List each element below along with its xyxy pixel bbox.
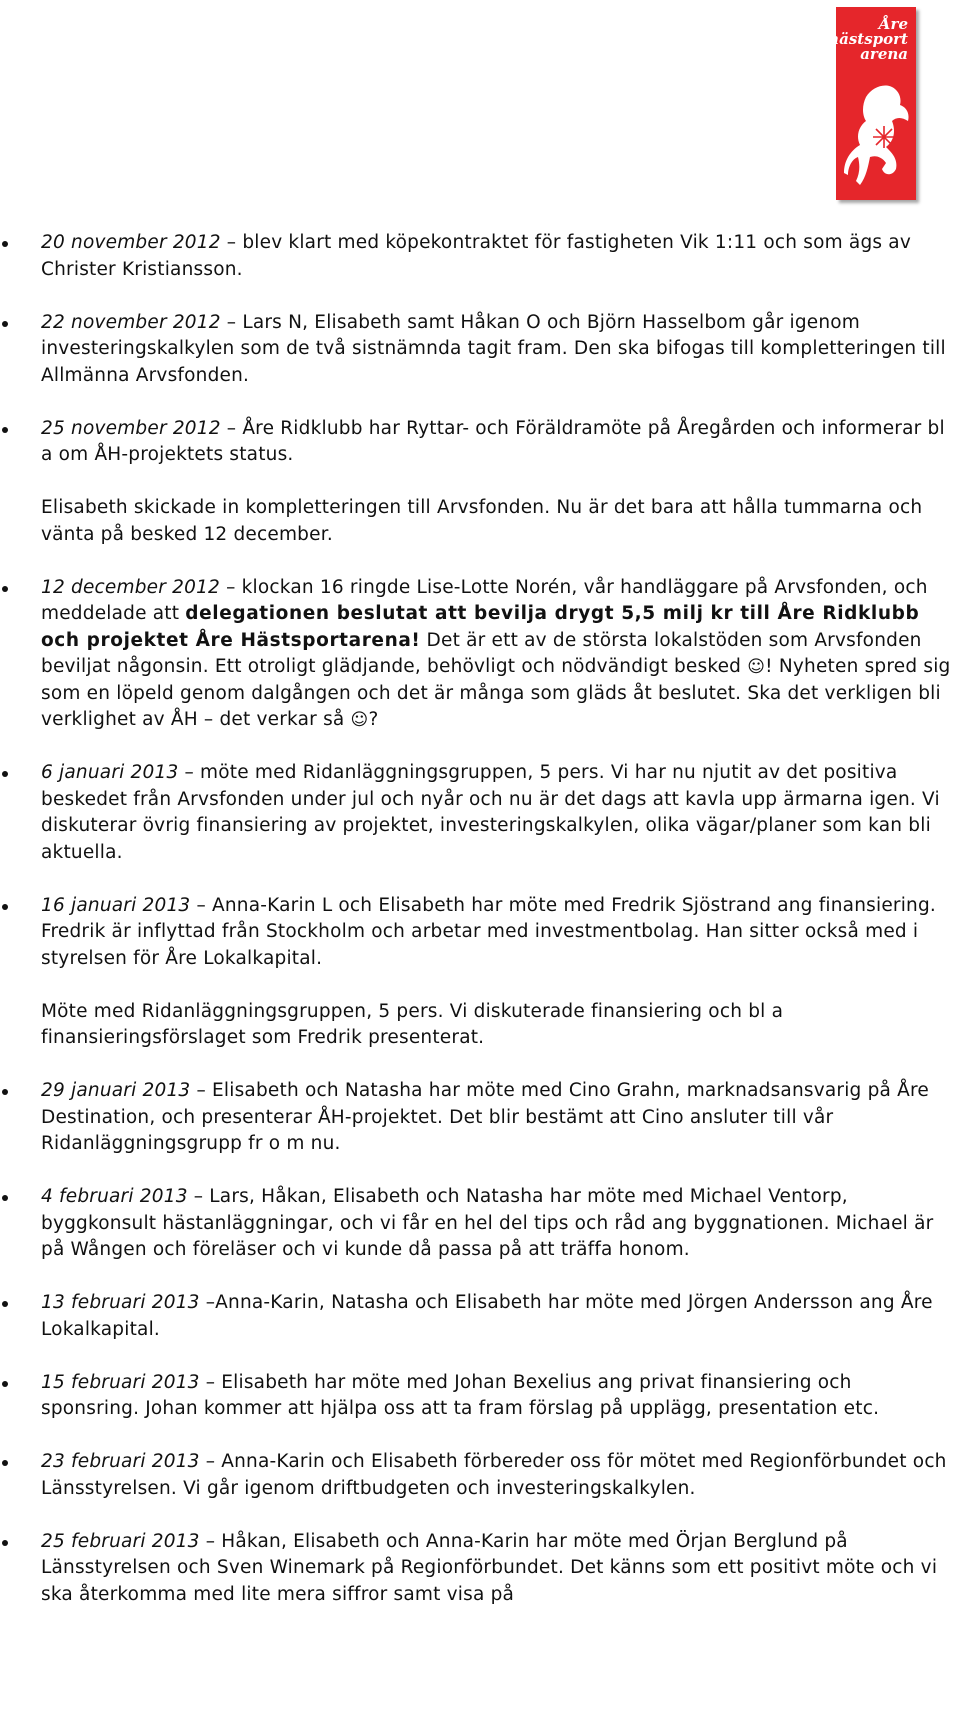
list-item xyxy=(0,310,960,390)
entry-date: 25 november 2012 xyxy=(41,417,221,439)
bullet xyxy=(2,427,8,433)
entry-text: ? xyxy=(368,709,379,730)
entry-text: – Anna-Karin L och Elisabeth har möte med Fredrik Sjöstrand ang finansiering. Fredrik är inflyttad från Stockholm och arbetar med investmentbolag. Han sitter också med i styrelsen för Åre Lokalkapital. xyxy=(41,894,936,969)
entry-text: – Anna-Karin och Elisabeth förbereder oss för mötet med Regionförbundet och Länsstyrelsen. Vi går igenom driftbudgeten och investeringskalkylen. xyxy=(41,1451,947,1499)
list-item xyxy=(0,416,960,469)
list-item xyxy=(0,893,960,973)
entry-text: – Åre Ridklubb har Ryttar- och Föräldramöte på Åregården och informerar bl a om ÅH-projektets status. xyxy=(41,417,945,465)
entry-text: – Elisabeth och Natasha har möte med Cino Grahn, marknadsansvarig på Åre Destination, och presenterar ÅH-projektet. Det blir bestämt att Cino ansluter till vår Ridanläggningsgrupp fr o m nu. xyxy=(41,1080,929,1154)
entry-date: 12 december 2012 xyxy=(41,576,221,598)
entry-text: – Lars N, Elisabeth samt Håkan O och Björn Hasselbom går igenom investeringskalkylen som de två sistnämnda tagit fram. Den ska bifogas till kompletteringen till Allmänna Arvsfonden. xyxy=(41,311,946,386)
are-hastsport-arena-logo xyxy=(828,7,916,200)
bullet xyxy=(2,321,8,327)
entry-date: 15 februari 2013 xyxy=(41,1371,200,1393)
bullet xyxy=(2,1089,8,1095)
entry-date: 6 januari 2013 xyxy=(41,762,179,783)
bullet xyxy=(2,241,8,247)
list-item xyxy=(0,1078,960,1158)
entry-date: 13 februari 2013 xyxy=(41,1292,200,1313)
entry-date: 29 januari 2013 xyxy=(41,1080,191,1101)
bullet xyxy=(2,586,8,592)
entry-text: Möte med Ridanläggningsgruppen, 5 pers. Vi diskuterade finansiering och bl a finansieringsförslaget som Fredrik presenterat. xyxy=(41,1000,784,1048)
entry-text: – möte med Ridanläggningsgruppen, 5 pers. Vi har nu njutit av det positiva beskedet från Arvsfonden under jul och nyår och nu är det dags att kavla upp ärmarna igen. Vi diskuterar övrig finansiering av projektet, investeringskalkylen, olika vägar/planer som kan bli aktuella. xyxy=(41,762,940,863)
horse-icon xyxy=(836,77,916,199)
entry-text: Elisabeth skickade in kompletteringen till Arvsfonden. Nu är det bara att hålla tummarna och vänta på besked 12 december. xyxy=(41,497,923,545)
logo-line-1: Åre xyxy=(878,15,908,33)
entry-text: – Lars, Håkan, Elisabeth och Natasha har möte med Michael Ventorp, byggkonsult hästanläggningar, och vi får en hel del tips och råd ang byggnationen. Michael är på Wången och föreläser och vi kunde då passa på att träffa honom. xyxy=(41,1186,934,1260)
entry-text: – klockan 16 ringde Lise-Lotte Norén, vår handläggare på Arvsfonden, och meddelade att xyxy=(41,576,928,624)
paragraph xyxy=(0,999,960,1052)
list-item xyxy=(0,1449,960,1502)
bullet xyxy=(2,1381,8,1387)
list-item xyxy=(0,230,960,283)
logo-line-3: arena xyxy=(860,45,908,63)
bullet xyxy=(2,1195,8,1201)
logo-line-2: hästsport xyxy=(828,30,908,48)
entry-date: 22 november 2012 xyxy=(41,311,221,333)
bullet xyxy=(2,1540,8,1546)
entry-text: –Anna-Karin, Natasha och Elisabeth har möte med Jörgen Andersson ang Åre Lokalkapital. xyxy=(41,1292,933,1340)
bullet xyxy=(2,1460,8,1466)
entry-date: 25 februari 2013 xyxy=(41,1530,200,1552)
list-item xyxy=(0,1290,960,1343)
entry-text: – blev klart med köpekontraktet för fastigheten Vik 1:11 och som ägs av Christer Kristiansson. xyxy=(41,232,911,280)
smiley-icon: ☺ xyxy=(747,657,766,677)
list-item xyxy=(0,1370,960,1423)
entry-date: 20 november 2012 xyxy=(41,232,221,253)
entry-date: 23 februari 2013 xyxy=(41,1451,200,1472)
entry-text: Det är ett av de största lokalstöden som Arvsfonden beviljat någonsin. Ett otroligt glädjande, behövligt och nödvändigt besked xyxy=(41,629,922,677)
entry-text: – Håkan, Elisabeth och Anna-Karin har möte med Örjan Berglund på Länsstyrelsen och Sven Winemark på Regionförbundet. Det känns som ett positivt möte och vi ska återkomma med lite mera siffror samt visa på xyxy=(41,1530,938,1605)
entry-date: 4 februari 2013 xyxy=(41,1186,188,1207)
smiley-icon: ☺ xyxy=(350,710,369,730)
list-item xyxy=(0,760,960,866)
list-item xyxy=(0,1184,960,1264)
list-item xyxy=(0,575,960,734)
logo-text xyxy=(828,17,908,62)
list-item xyxy=(0,1529,960,1609)
entry-text: ! Nyheten spred sig som en löpeld genom dalgången och det är många som gläds åt beslutet. Ska det verkligen bli verklighet av ÅH – det verkar så xyxy=(41,656,951,730)
entry-date: 16 januari 2013 xyxy=(41,894,191,916)
bullet xyxy=(2,771,8,777)
bullet xyxy=(2,904,8,910)
document-body xyxy=(0,230,960,1635)
entry-text: – Elisabeth har möte med Johan Bexelius ang privat finansiering och sponsring. Johan kommer att hjälpa oss att ta fram förslag på upplägg, presentation etc. xyxy=(41,1371,880,1419)
entry-highlight: delegationen beslutat att bevilja drygt 5,5 milj kr till Åre Ridklubb och projektet Åre Hästsportarena! xyxy=(41,603,920,651)
bullet xyxy=(2,1301,8,1307)
paragraph xyxy=(0,495,960,548)
